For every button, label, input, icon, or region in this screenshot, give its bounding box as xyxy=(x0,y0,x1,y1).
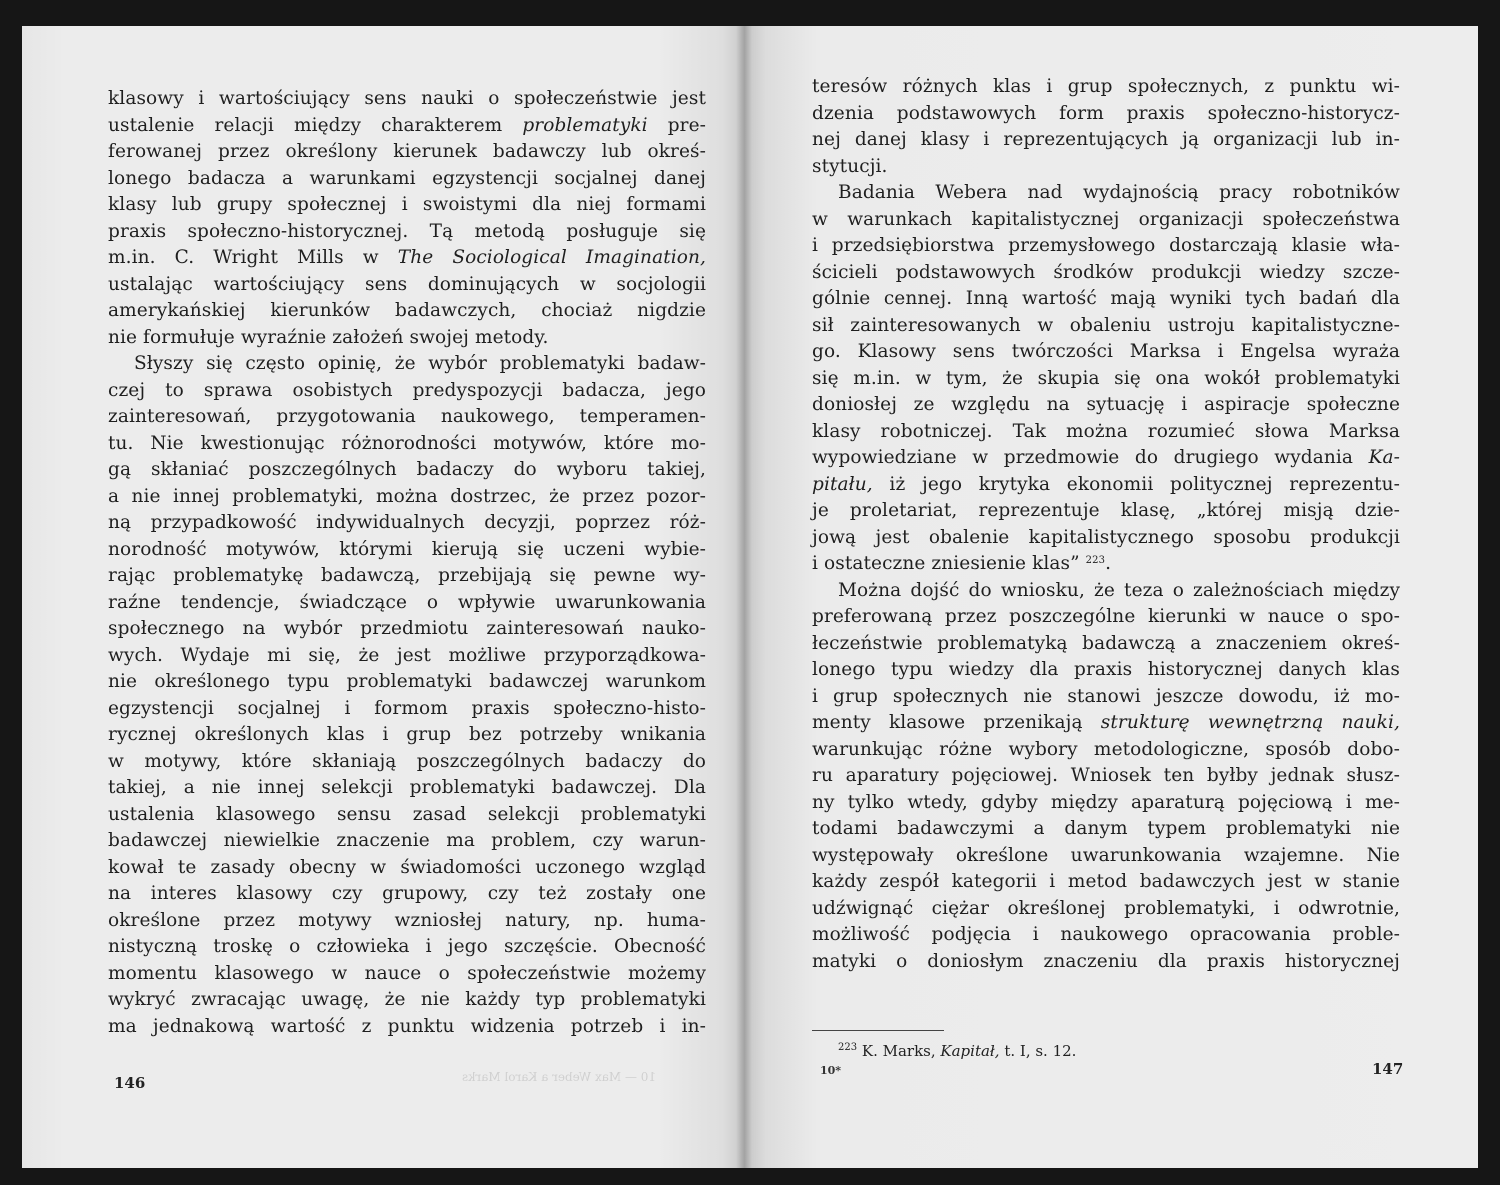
right-line-14: klasy robotniczej. Tak można rozumieć słowa Marksa xyxy=(812,420,1400,442)
left-line-2: ustalenie relacji między charakterem problematyki pre- xyxy=(108,114,706,136)
left-line-31: na interes klasowy czy grupowy, czy też zostały one xyxy=(108,883,706,904)
left-line-14: tu. Nie kwestionując różnorodności motywów, które mo- xyxy=(108,432,706,454)
right-line-2: dzenia podstawowych form praxis społeczno-historycz- xyxy=(812,102,1400,124)
left-line-34: momentu klasowego w nauce o społeczeństwie możemy xyxy=(108,962,706,984)
left-line-3: ferowanej przez określony kierunek badawczy lub okreś- xyxy=(108,141,706,162)
left-line-11: Słyszy się często opinię, że wybór problematyki badaw- xyxy=(134,353,706,374)
right-line-10: sił zainteresowanych w obaleniu ustroju kapitalistyczne- xyxy=(812,314,1400,336)
right-line-17: je proletariat, reprezentuje klasę, „której misją dzie- xyxy=(812,500,1400,521)
left-line-26: w motywy, które skłaniają poszczególnych badaczy do xyxy=(108,750,706,772)
right-line-16: pitału, iż jego krytyka ekonomii politycznej reprezentu- xyxy=(812,473,1400,495)
left-page xyxy=(22,26,744,1168)
right-line-27: ru aparatury pojęciowej. Wniosek ten byłby jednak słusz- xyxy=(812,765,1400,786)
left-line-22: wych. Wydaje mi się, że jest możliwe przyporządkowa- xyxy=(108,644,706,666)
left-line-27: takiej, a nie innej selekcji problematyki badawczej. Dla xyxy=(108,777,706,798)
left-line-1: klasowy i wartościujący sens nauki o społeczeństwie jest xyxy=(108,88,706,109)
left-line-9: amerykańskiej kierunków badawczych, chociaż nigdzie xyxy=(108,300,706,321)
left-line-24: egzystencji socjalnej i formom praxis społeczno-histo- xyxy=(108,697,706,719)
italic-book-title: The Sociological Imagination, xyxy=(397,247,706,268)
right-line-28: ny tylko wtedy, gdyby między aparaturą pojęciową i me- xyxy=(812,791,1400,813)
left-line-36: ma jednakową wartość z punktu widzenia potrzeb i in- xyxy=(108,1015,706,1037)
left-line-28: ustalenia klasowego sensu zasad selekcji problematyki xyxy=(108,803,706,825)
right-page-body xyxy=(812,74,1400,975)
left-line-7: m.in. C. Wright Mills w The Sociological Imagination, xyxy=(108,247,706,268)
left-line-18: norodność motywów, którymi kierują się uczeni wybie- xyxy=(108,538,706,560)
right-line-13: doniosłej ze względu na sytuację i aspiracje społeczne xyxy=(812,394,1400,415)
right-line-24: i grup społecznych nie stanowi jeszcze dowodu, iż mo- xyxy=(812,685,1400,707)
left-line-21: społecznego na wybór przedmiotu zainteresowań nauko- xyxy=(108,618,706,639)
left-page-body xyxy=(108,86,706,1040)
italic-kapitalu-part1: Ka- xyxy=(1368,447,1400,468)
left-line-19: rając problematykę badawczą, przebijają się pewne wy- xyxy=(108,565,706,586)
left-line-29: badawczej niewielkie znaczenie ma problem, czy warun- xyxy=(108,830,706,851)
book-spread xyxy=(22,26,1478,1168)
left-line-6: praxis społeczno-historycznej. Tą metodą posługuje się xyxy=(108,220,706,242)
footnote-separator xyxy=(812,1030,944,1031)
left-line-30: kował te zasady obecny w świadomości uczonego wzgląd xyxy=(108,856,706,878)
right-line-31: każdy zespół kategorii i metod badawczych jest w stanie xyxy=(812,871,1400,892)
footnote-reference: 223 xyxy=(1085,555,1106,566)
page-number-right: 147 xyxy=(1372,1060,1404,1078)
bleed-through-footer: 10 — Max Weber a Karol Marks xyxy=(462,1070,657,1084)
right-line-18: jową jest obalenie kapitalistycznego sposobu produkcji xyxy=(812,526,1400,548)
left-line-8: ustalając wartościujący sens dominujących w socjologii xyxy=(108,273,706,295)
right-line-34: matyki o doniosłym znaczeniu dla praxis historycznej xyxy=(812,950,1400,972)
printer-signature: 10* xyxy=(820,1064,842,1077)
left-line-4: lonego badacza a warunkami egzystencji socjalnej danej xyxy=(108,167,706,189)
right-line-23: lonego typu wiedzy dla praxis historycznej danych klas xyxy=(812,659,1400,680)
italic-kapitalu-part2: pitału, xyxy=(812,473,873,495)
right-line-5: Badania Webera nad wydajnością pracy robotników xyxy=(838,182,1400,203)
footnote-223: $^{223}$ K. Marks, Kapitał, t. I, s. 12. xyxy=(838,1042,1077,1060)
right-line-33: możliwość podjęcia i naukowego opracowania proble- xyxy=(812,924,1400,945)
right-line-9: gólnie cennej. Inną wartość mają wyniki tych badań dla xyxy=(812,288,1400,309)
right-line-29: todami badawczymi a danym typem problematyki nie xyxy=(812,818,1400,839)
left-line-32: określone przez motywy wzniosłej natury, np. huma- xyxy=(108,909,706,931)
left-line-23: nie określonego typu problematyki badawczej warunkom xyxy=(108,671,706,692)
right-line-20: Można dojść do wniosku, że teza o zależnościach między xyxy=(838,579,1400,601)
right-line-7: i przedsiębiorstwa przemysłowego dostarczają klasie wła- xyxy=(812,235,1400,256)
right-line-1: teresów różnych klas i grup społecznych, z punktu wi- xyxy=(812,76,1400,97)
italic-problematyki: problematyki xyxy=(522,114,648,136)
right-line-21: preferowaną przez poszczególne kierunki w nauce o spo- xyxy=(812,606,1400,627)
left-line-13: zainteresowań, przygotowania naukowego, temperamen- xyxy=(108,406,706,427)
right-line-26: warunkując różne wybory metodologiczne, sposób dobo- xyxy=(812,738,1400,760)
page-number-left: 146 xyxy=(114,1074,146,1092)
footnote-number: 223 xyxy=(838,1042,858,1053)
right-line-32: udźwignąć ciężar określonej problematyki, i odwrotnie, xyxy=(812,897,1400,919)
left-line-16: a nie innej problematyki, można dostrzec, że przez pozor- xyxy=(108,485,706,507)
left-line-15: gą skłaniać poszczególnych badaczy do wyboru takiej, xyxy=(108,459,706,480)
right-line-11: go. Klasowy sens twórczości Marksa i Engelsa wyraża xyxy=(812,341,1400,362)
right-line-25: menty klasowe przenikają strukturę wewnętrzną nauki, xyxy=(812,712,1400,733)
left-line-17: ną przypadkowość indywidualnych decyzji, poprzez róż- xyxy=(108,512,706,533)
right-line-6: w warunkach kapitalistycznej organizacji społeczeństwa xyxy=(812,208,1400,230)
left-line-25: rycznej określonych klas i grup bez potrzeby wnikania xyxy=(108,724,706,745)
italic-struktura: strukturę wewnętrzną nauki, xyxy=(1100,712,1400,733)
right-line-22: łeczeństwie problematyką badawczą a znaczeniem okreś- xyxy=(812,632,1400,654)
book-gutter-shadow xyxy=(736,26,752,1168)
left-line-33: nistyczną troskę o człowieka i jego szczęście. Obecność xyxy=(108,936,706,957)
right-line-8: ścicieli podstawowych środków produkcji wiedzy szcze- xyxy=(812,261,1400,283)
right-line-4: stytucji. xyxy=(812,155,888,177)
left-line-35: wykryć zwracając uwagę, że nie każdy typ problematyki xyxy=(108,989,706,1010)
right-line-12: się m.in. w tym, że skupia się ona wokół problematyki xyxy=(812,367,1400,389)
right-page xyxy=(744,26,1478,1168)
left-line-10: nie formułuje wyraźnie założeń swojej metody. xyxy=(108,326,549,348)
footnote-title: Kapitał, xyxy=(940,1042,1000,1060)
right-line-19: i ostateczne zniesienie klas” $^{223}$. xyxy=(812,553,1112,574)
left-line-12: czej to sprawa osobistych predyspozycji badacza, jego xyxy=(108,379,706,401)
left-line-5: klasy lub grupy społecznej i swoistymi dla niej formami xyxy=(108,194,706,215)
right-line-15: wypowiedziane w przedmowie do drugiego wydania Ka- xyxy=(812,447,1400,468)
left-line-20: raźne tendencje, świadczące o wpływie uwarunkowania xyxy=(108,591,706,613)
right-line-3: nej danej klasy i reprezentujących ją organizacji lub in- xyxy=(812,129,1400,150)
right-line-30: występowały określone uwarunkowania wzajemne. Nie xyxy=(812,844,1400,866)
